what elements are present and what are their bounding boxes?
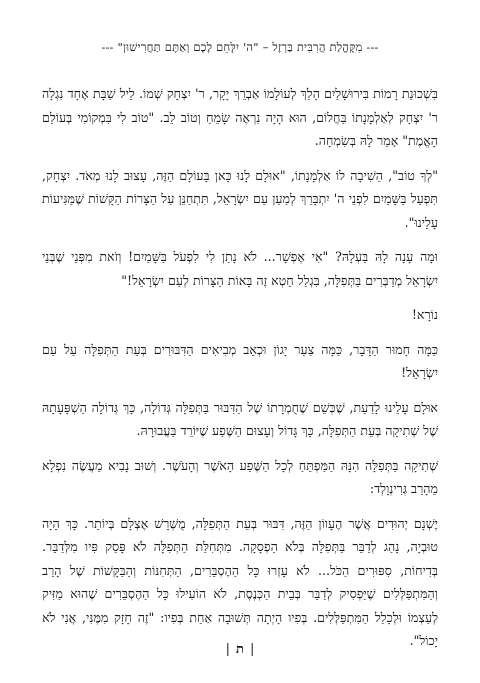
- paragraph-5: כַּמָּה חָמוּר הַדָּבָר, כַּמָּה צַעַר יָגוֹן וּכְאֵב מְבִיאִים הַדִּבּוּרִים בְּעֵת הַתְּפִלָּה עַל עַם יִשְׂרָאֵל!: [42, 341, 438, 380]
- paragraph-3: וּמָה עָנָה לָהּ בַּעְלָהּ? "אִי אֶפְשָׁר... לֹא נָתַן לִי לִפְעֹל בַּשָּׁמַיִם! וְזֹאת מִפְּנֵי שֶׁבְּנֵי יִשְׂרָאֵל מְדַבְּרִים בַּתְּפִלָּה, בִּגְלַל חֵטְא זֶה בָּאוֹת הַצָּרוֹת לְעַם יִשְׂרָאֵל!": [42, 249, 438, 288]
- paragraph-8: יֶשְׁנָם יְהוּדִים אֲשֶׁר הֶעָווֹן הַזֶּה, דִּבּוּר בְּעֵת הַתְּפִלָּה, מֻשְׁרָשׁ אֶצְלָם בְּיוֹתֵר. כָּךְ הָיָה טוּבְיָה, נָהַג לְדַבֵּר בַּתְּפִלָּה בְּלֹא הַפְסָקָה. מִתְּחִלַּת הַתְּפִלָּה לֹא פָּסַק פִּיו מִלְּדַבֵּר. בְּדִיחוֹת, סִפּוּרִים הַכֹּל... לֹא עָזְרוּ כָּל הַהֶסְבֵּרִים, הַתְּחִנּוֹת וְהַבַּקָּשׁוֹת שֶׁל הָרַב וְהַמִּתְפַּלְּלִים שֶׁיַּפְסִיק לְדַבֵּר בְּבֵית הַכְּנֶסֶת, לֹא הוֹעִילוּ כָּל הַהֶסְבֵּרִים שֶׁהוּא מַזִּיק לְעַצְמוֹ וּלְכָלַל הַמִּתְפַּלְּלִים. בְּפִיו הָיְתָה תְּשׁוּבָה אַחַת בְּפִיו: "זֶה חָזָק מִמֶּנִּי, אֲנִי לֹא יָכוֹל".: [42, 515, 438, 648]
- paragraph-7: שְׁתִיקָה בַּתְּפִלָּה הִנָּהּ הַמַּפְתֵּחַ לְכָל הַשֶּׁפַע הָאֹשֶׁר וְהָעֹשֶׁר. וְשׁוּב נָבִיא מַעֲשֶׂה נִפְלָא מֵהָרַב גְּרִינְוָלְד:: [42, 457, 438, 496]
- paragraph-6: אוּלָם עָלֵינוּ לָדַעַת, שֶׁכְּשֵׁם שֶׁחֻמְרָתוֹ שֶׁל הַדִּבּוּר בַּתְּפִלָּה גְּדוֹלָה, כָּךְ גְּדוֹלָה הַשְׁפָּעָתָהּ שֶׁל שְׁתִיקָה בְּעֵת הַתְּפִלָּה, כָּךְ גָּדוֹל וְעָצוּם הַשֶּׁפַע שֶׁיּוֹרֵד בַּעֲבוּרָהּ.: [42, 399, 438, 438]
- folio-bar-right: |: [249, 642, 255, 657]
- body-text: [42, 82, 438, 664]
- paragraph-2: "לְךָ טוֹב", הֵשִׁיבָה לוֹ אַלְמָנָתוֹ, "אוּלָם לָנוּ כָּאן בָּעוֹלָם הַזֶּה, עָצוּב לָנוּ מְאֹד. יִצְחָק, תִּפְעַל בַּשָּׁמַיִם לִפְנֵי ה' יִתְבָּרַךְ לְמַעַן עַם יִשְׂרָאֵל, תִּתְחַנֵּן עַל הַצָּרוֹת הַקָּשׁוֹת שֶׁמַּגִּיעוֹת עָלֵינוּ".: [42, 167, 438, 230]
- folio-bar-left: |: [225, 642, 231, 657]
- page-number-label: ת: [236, 642, 244, 657]
- paragraph-1: בִּשְׁכוּנַת רָמוֹת בִּירוּשָׁלַיִם הָלַךְ לְעוֹלָמוֹ אַבְרֵךְ יָקָר, ר' יִצְחָק שְׁמוֹ. לֵיל שַׁבָּת אֶחָד נִגְלָה ר' יִצְחָק לְאַלְמָנָתוֹ בַּחֲלוֹם, הוּא הָיָה נִרְאֶה שָׂמֵחַ וְטוֹב לֵב. "טוֹב לִי בִּמְקוֹמִי בְּעוֹלַם הָאֱמֶת" אָמַר לָהּ בְּשִׂמְחָה.: [42, 86, 438, 148]
- paragraph-4: נוֹרָא!: [411, 307, 438, 322]
- page-number: [0, 641, 480, 657]
- running-header: --- מִקֶּהֱלַת הֲרִבִּית בַּרְזֶל – "ה' יִלָּחֵם לָכֶם וְאַתֶּם תַּחֲרִישׁוּן" ---: [101, 40, 379, 54]
